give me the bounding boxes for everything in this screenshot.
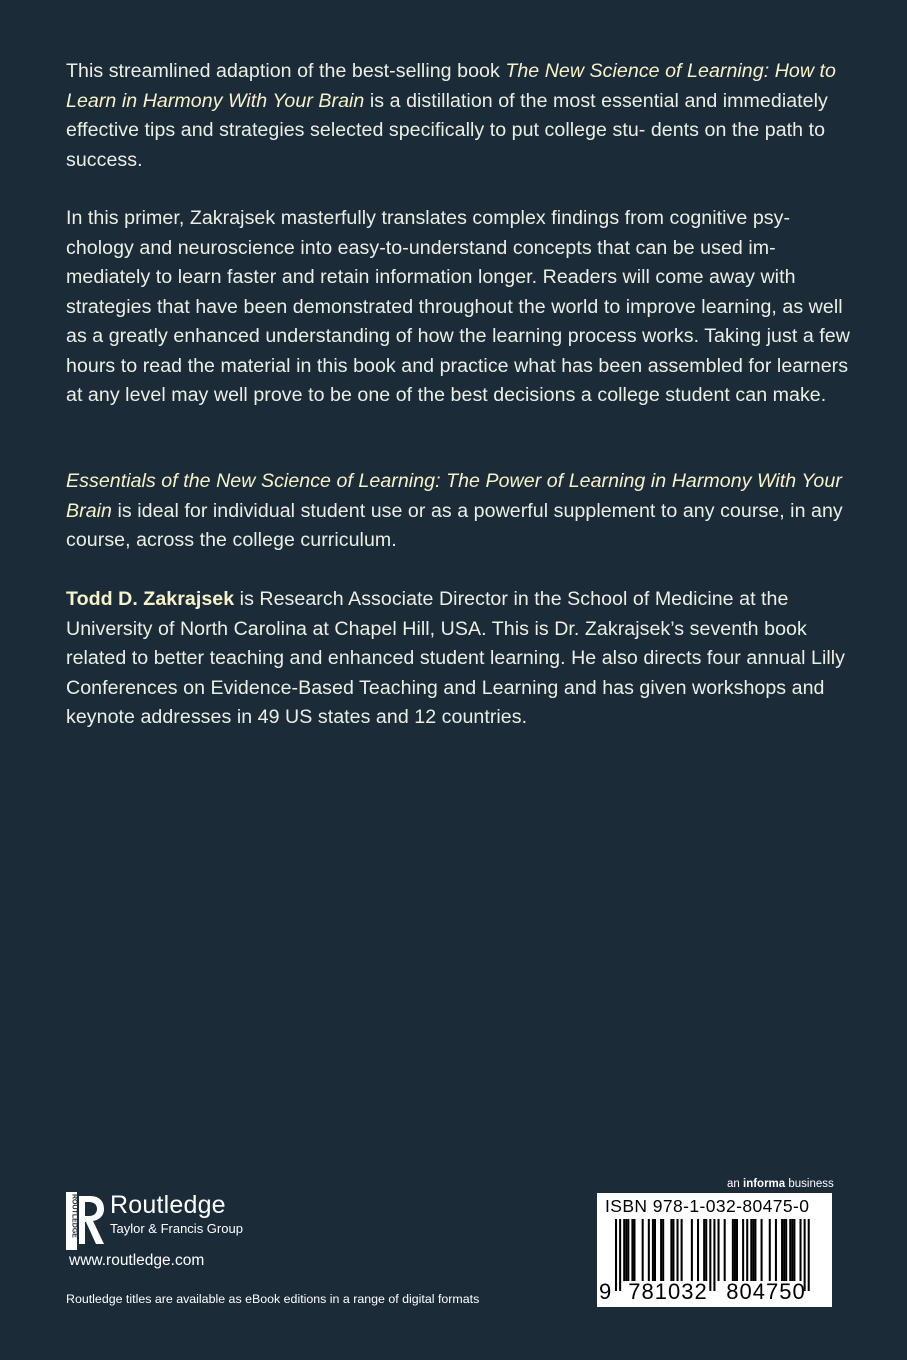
isbn-barcode: [597, 1193, 832, 1307]
barcode-bar: [652, 1219, 654, 1281]
barcode-bar: [781, 1219, 783, 1281]
author-name: Todd D. Zakrajsek: [66, 588, 235, 610]
barcode-bar: [677, 1219, 679, 1281]
barcode-bar: [775, 1219, 777, 1281]
barcode-bar: [654, 1219, 656, 1281]
barcode-bar: [742, 1219, 744, 1281]
barcode-bar: [761, 1219, 763, 1281]
publisher-group: Taylor & Francis Group: [110, 1221, 243, 1236]
publisher-logo: [66, 1192, 243, 1250]
barcode-bar: [800, 1219, 802, 1281]
barcode-bar: [633, 1219, 635, 1281]
barcode-bar: [754, 1219, 756, 1281]
barcode-bar: [736, 1219, 738, 1281]
informa-brand: informa: [743, 1178, 786, 1190]
publisher-name: Routledge: [110, 1191, 226, 1219]
description-paragraph-1: [66, 57, 851, 175]
barcode-bar: [783, 1219, 785, 1281]
barcode-bar: [705, 1219, 707, 1281]
logo-vertical-text: ROUTLEDGE: [70, 1194, 78, 1238]
barcode-bar: [642, 1219, 644, 1281]
barcode-bar: [697, 1219, 699, 1281]
barcode-bar: [623, 1219, 625, 1281]
barcode-bar: [791, 1219, 793, 1281]
book-title-original: The New Science of Learning: How to Learn in Harmony With Your Brain: [66, 60, 836, 112]
description-paragraph-3: [66, 467, 851, 556]
author-bio: is Research Associate Director in the School of Medicine at the University of North Carolina at Chapel Hill, USA. This is Dr. Zakrajsek’s seventh book related to better teaching and enhanced student learning. He also directs four annual Lilly Conferences on Evidence-Based Teaching and Learning and has given workshops and keynote addresses in 49 US states and 12 countries.: [66, 588, 846, 728]
barcode-bar: [670, 1219, 672, 1281]
barcode-bar: [627, 1219, 629, 1281]
barcode-digits: [597, 1279, 832, 1305]
author-bio-paragraph: [66, 585, 851, 733]
para1-intro: This streamlined adaption of the best-selling book: [66, 60, 506, 82]
barcode-bar: [793, 1219, 795, 1281]
barcode-bar: [662, 1219, 664, 1281]
barcode-bar: [752, 1219, 754, 1281]
barcode-bar: [746, 1219, 748, 1281]
barcode-bar: [789, 1219, 791, 1281]
barcode-bar: [625, 1219, 627, 1281]
barcode-bar: [703, 1219, 705, 1281]
ebook-availability-note: Routledge titles are available as eBook editions in a range of digital formats: [66, 1292, 480, 1306]
barcode-left-digits: 781032: [628, 1279, 708, 1304]
barcode-bar: [648, 1219, 650, 1281]
description-paragraph-2: [66, 204, 851, 411]
barcode-bar: [718, 1219, 720, 1281]
para3-rest: is ideal for individual student use or as a powerful supplement to any course, in any course, across the college curriculum.: [66, 499, 843, 551]
book-title-essentials: Essentials of the New Science of Learning: The Power of Learning in Harmony With Your Brain: [66, 470, 842, 522]
barcode-bar: [691, 1219, 693, 1281]
informa-suffix: business: [785, 1178, 834, 1190]
isbn-label: ISBN 978-1-032-80475-0: [605, 1196, 810, 1216]
informa-prefix: an: [727, 1178, 743, 1190]
barcode-first-digit: 9: [599, 1279, 612, 1304]
barcode-bar: [672, 1219, 674, 1281]
barcode-bar: [660, 1219, 662, 1281]
barcode-bar: [681, 1219, 683, 1281]
barcode-bar: [785, 1219, 787, 1281]
barcode-bar: [724, 1219, 726, 1281]
barcode-bar: [732, 1219, 734, 1281]
informa-business-label: [727, 1178, 834, 1190]
barcode-right-digits: 804750: [726, 1279, 806, 1304]
publisher-website: www.routledge.com: [69, 1252, 205, 1269]
para1-rest: is a distillation of the most essential and immediately effective tips and strategies selected specifically to put college stu- dents on the path to success.: [66, 89, 828, 171]
barcode-bar: [631, 1219, 633, 1281]
barcode-bar: [769, 1219, 771, 1281]
para2-text: In this primer, Zakrajsek masterfully translates complex findings from cognitive psy- chology and neuroscience into easy-to-understand concepts that can be used im- mediately to learn faster and retain information longer. Readers will come away with strategies that have been demonstrated throughout the world to improve learning, as well as a greatly enhanced understanding of how the learning process works. Taking just a few hours to read the material in this book and practice what has been assembled for learners at any level may well prove to be one of the best decisions a college student can make.: [66, 207, 850, 406]
barcode-bar: [734, 1219, 736, 1281]
routledge-logo-icon: [66, 1192, 106, 1250]
barcode-bar: [750, 1219, 752, 1281]
